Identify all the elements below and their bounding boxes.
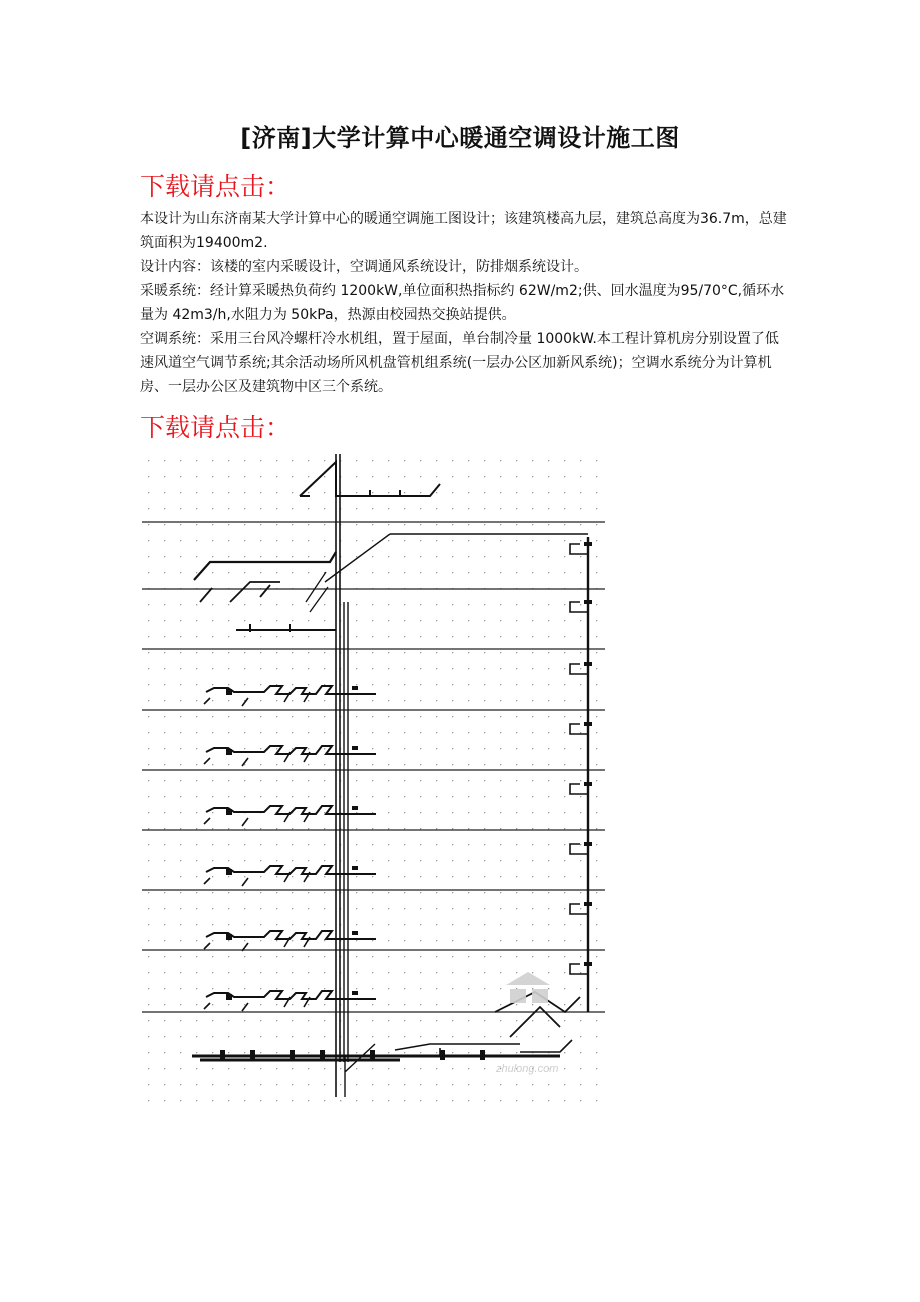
- pipe-risers: [325, 454, 592, 1097]
- paragraph-design-content: 设计内容：该楼的室内采暖设计，空调通风系统设计，防排烟系统设计。: [140, 259, 588, 275]
- document-title: [济南]大学计算中心暖通空调设计施工图: [240, 124, 680, 152]
- paragraph-ac-system: 空调系统：采用三台风冷螺杆冷水机组，置于屋面，单台制冷量 1000kW.本工程计算机房分别设置了低速风道空气调节系统;其余活动场所风机盘管机组系统(一层办公区加新风系统)；空调水系统分为计算机房、一层办公区及建筑物中区三个系统。: [140, 331, 779, 395]
- watermark-text: zhulong.com: [496, 1063, 559, 1075]
- download-link-bottom[interactable]: 下载请点击：: [140, 413, 291, 442]
- hvac-system-drawing: [140, 452, 608, 1102]
- grid-dots: [148, 460, 597, 1101]
- floor-branches: [204, 686, 376, 1011]
- description-text: [140, 207, 790, 399]
- watermark: [495, 972, 558, 1075]
- paragraph-heating-system: 采暖系统：经计算采暖热负荷约 1200kW,单位面积热指标约 62W/m2;供、回水温度为95/70°C,循环水量为 42m3/h,水阻力为 50kPa，热源由校园热交换站提供。: [140, 283, 785, 323]
- download-link-top[interactable]: 下载请点击：: [140, 172, 291, 201]
- paragraph-intro: 本设计为山东济南某大学计算中心的暖通空调施工图设计；该建筑楼高九层，建筑总高度为36.7m，总建筑面积为19400m2.: [140, 211, 787, 251]
- zhulong-logo-icon: [506, 972, 550, 1003]
